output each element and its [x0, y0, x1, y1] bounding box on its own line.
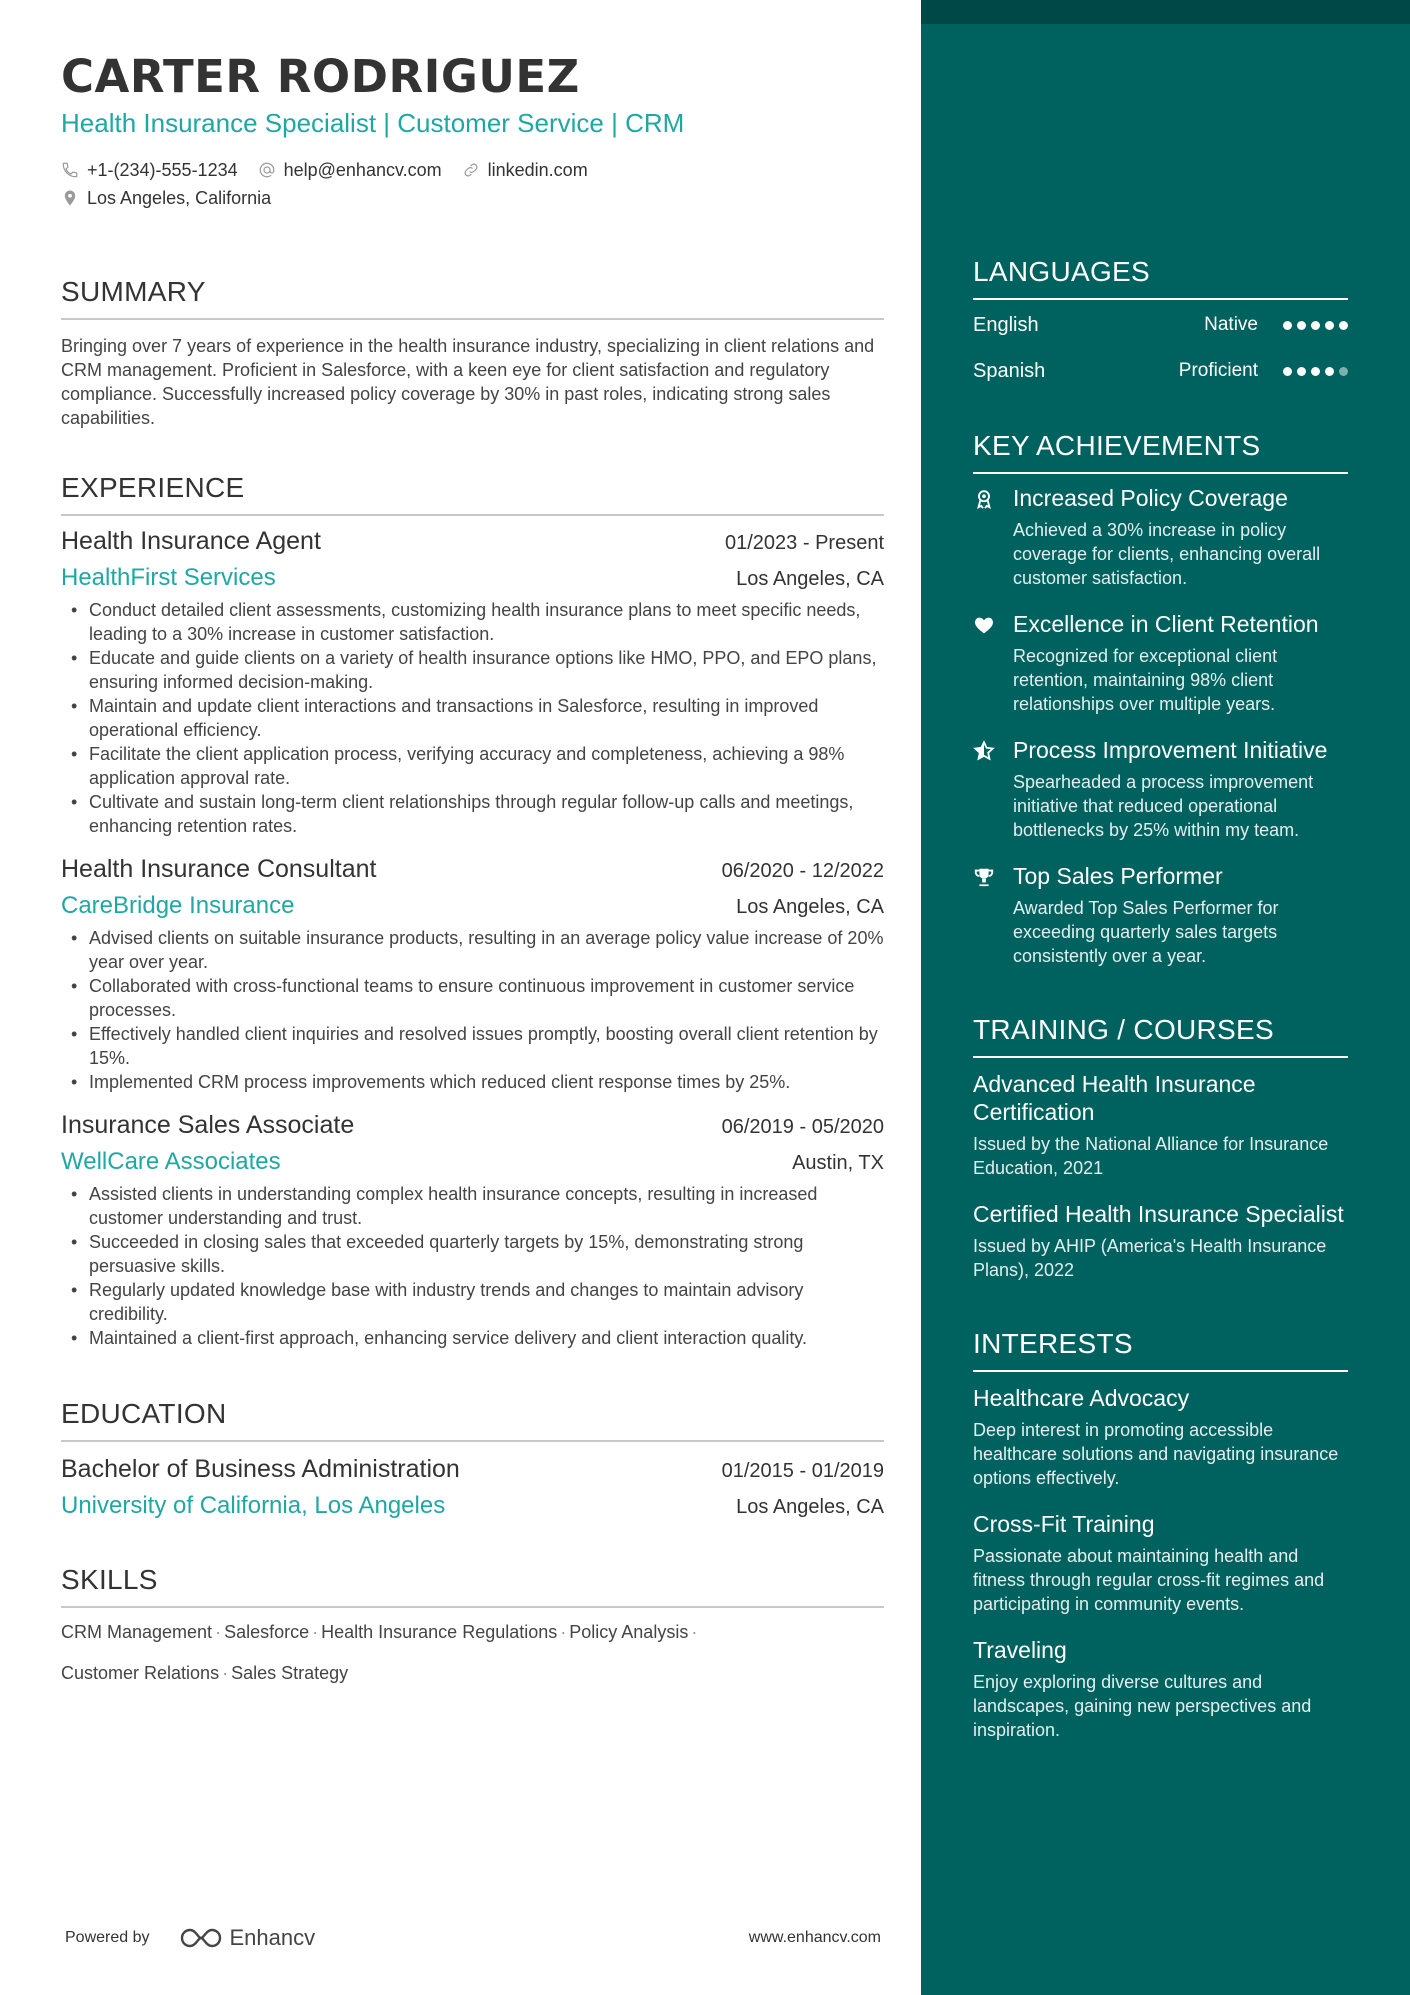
achievement-desc: Recognized for exceptional client retention, maintaining 98% client relationships over multiple years.: [1013, 646, 1278, 714]
degree-title: Bachelor of Business Administration: [61, 1455, 460, 1483]
interest-title: Traveling: [973, 1637, 1067, 1663]
rating-dot: [1283, 321, 1292, 330]
job-title: Health Insurance Consultant: [61, 855, 377, 883]
link-icon: [462, 161, 480, 179]
skill-separator: ·: [691, 1622, 698, 1642]
section-divider: [61, 514, 884, 516]
education-section: [61, 1396, 884, 1522]
language-rating: [1278, 367, 1348, 376]
interest-desc: Enjoy exploring diverse cultures and landscapes, gaining new perspectives and inspiration.: [973, 1672, 1312, 1740]
skill-tag: Sales Strategy: [231, 1663, 349, 1683]
interest-item: [973, 1510, 1348, 1616]
phone-text: +1-(234)-555-1234: [87, 159, 238, 180]
list-item: • Collaborated with cross-functional teams to ensure continuous improvement in customer service processes.: [61, 974, 884, 1022]
candidate-name: CARTER RODRIGUEZ: [61, 50, 580, 103]
brand-logo[interactable]: [178, 1925, 316, 1951]
job-dates: 06/2020 - 12/2022: [721, 860, 884, 882]
contact-location: [61, 188, 271, 209]
powered-by: [65, 1925, 315, 1951]
ribbon-award-icon: [973, 488, 995, 510]
school-name: University of California, Los Angeles: [61, 1492, 446, 1519]
section-divider: [973, 298, 1348, 300]
education-entry: [61, 1452, 884, 1522]
list-item: • Educate and guide clients on a variety of health insurance options like HMO, PPO, and EPO plans, ensuring informed decision-making.: [61, 646, 884, 694]
languages-section: [973, 254, 1348, 394]
interests-section: [973, 1326, 1348, 1742]
brand-name: Enhancv: [229, 1925, 316, 1950]
section-divider: [973, 1056, 1348, 1058]
achievement-title: Top Sales Performer: [1013, 863, 1223, 889]
skill-tag: Policy Analysis: [569, 1622, 689, 1642]
location-pin-icon: [61, 189, 79, 207]
skills-title: SKILLS: [61, 1564, 158, 1595]
language-level: Native: [1204, 314, 1258, 335]
summary-section: [61, 274, 884, 430]
footer-url[interactable]: www.enhancv.com: [748, 1929, 881, 1946]
skill-tag: Salesforce: [224, 1622, 310, 1642]
achievement-item: [973, 862, 1348, 968]
phone-icon: [61, 161, 79, 179]
rating-dot: [1311, 321, 1320, 330]
job-title: Insurance Sales Associate: [61, 1111, 355, 1139]
company-name: HealthFirst Services: [61, 564, 276, 591]
language-name: Spanish: [973, 359, 1046, 382]
star-icon: [973, 740, 995, 762]
list-item: • Assisted clients in understanding complex health insurance concepts, resulting in increased customer understanding and trust.: [61, 1182, 884, 1230]
course-desc: Issued by AHIP (America's Health Insurance Plans), 2022: [973, 1236, 1327, 1280]
footer: [65, 1925, 881, 1951]
achievement-item: [973, 484, 1348, 590]
skills-line-2: [61, 1653, 884, 1694]
sidebar-top-bar: [921, 0, 1410, 24]
training-title: TRAINING / COURSES: [973, 1014, 1274, 1045]
list-item: • Maintain and update client interactions and transactions in Salesforce, resulting in improved operational efficiency.: [61, 694, 884, 742]
job-entry: [61, 1108, 884, 1350]
skill-separator: ·: [222, 1663, 229, 1683]
skill-tag: Customer Relations: [61, 1663, 220, 1683]
linkedin-text: linkedin.com: [487, 159, 588, 180]
list-item: • Cultivate and sustain long-term client relationships through regular follow-up calls and meetings, enhancing retention rates.: [61, 790, 884, 838]
achievement-desc: Awarded Top Sales Performer for exceeding quarterly sales targets consistently over a year.: [1013, 898, 1279, 966]
achievement-title: Process Improvement Initiative: [1013, 737, 1328, 763]
section-divider: [973, 1370, 1348, 1372]
interest-title: Cross-Fit Training: [973, 1511, 1155, 1537]
rating-dot: [1297, 321, 1306, 330]
main-column: [61, 48, 884, 1694]
interest-desc: Passionate about maintaining health and fitness through regular cross-fit regimes and participating in community events.: [973, 1546, 1325, 1614]
language-row: [973, 348, 1348, 394]
achievements-title: KEY ACHIEVEMENTS: [973, 430, 1261, 461]
job-bullets: [61, 926, 884, 1094]
section-divider: [61, 318, 884, 320]
interest-item: [973, 1636, 1348, 1742]
contact-row-1: [61, 156, 884, 184]
at-icon: [258, 161, 276, 179]
experience-section: [61, 470, 884, 1350]
candidate-headline: Health Insurance Specialist | Customer Service | CRM: [61, 108, 685, 138]
job-bullets: [61, 598, 884, 838]
section-divider: [61, 1440, 884, 1442]
job-location: Austin, TX: [792, 1152, 884, 1174]
achievement-title: Increased Policy Coverage: [1013, 485, 1288, 511]
skill-tag: Health Insurance Regulations: [321, 1622, 558, 1642]
rating-dot: [1325, 367, 1334, 376]
list-item: • Succeeded in closing sales that exceeded quarterly targets by 15%, demonstrating strong persuasive skills.: [61, 1230, 884, 1278]
summary-text: Bringing over 7 years of experience in the health insurance industry, specializing in client relations and CRM management. Proficient in Salesforce, with a keen eye for client satisfaction and regulatory compliance. Successfully increased policy coverage by 30% in past roles, indicating strong sales capabilities.: [61, 336, 875, 428]
interest-title: Healthcare Advocacy: [973, 1385, 1190, 1411]
skill-separator: ·: [215, 1622, 222, 1642]
list-item: • Maintained a client-first approach, enhancing service delivery and client interaction quality.: [61, 1326, 884, 1350]
rating-dot: [1325, 321, 1334, 330]
powered-by-label: Powered by: [65, 1929, 150, 1946]
interest-desc: Deep interest in promoting accessible healthcare solutions and navigating insurance options effectively.: [973, 1420, 1339, 1488]
list-item: • Effectively handled client inquiries and resolved issues promptly, boosting overall client retention by 15%.: [61, 1022, 884, 1070]
list-item: • Regularly updated knowledge base with industry trends and changes to maintain advisory credibility.: [61, 1278, 884, 1326]
achievement-title: Excellence in Client Retention: [1013, 611, 1319, 637]
language-row: [973, 302, 1348, 348]
language-rating: [1278, 321, 1348, 330]
job-location: Los Angeles, CA: [736, 568, 884, 590]
rating-dot: [1311, 367, 1320, 376]
job-entry: [61, 524, 884, 838]
summary-title: SUMMARY: [61, 276, 206, 307]
company-name: CareBridge Insurance: [61, 892, 295, 919]
section-divider: [973, 472, 1348, 474]
sidebar: [973, 254, 1348, 1776]
languages-title: LANGUAGES: [973, 256, 1150, 287]
enhancv-logo-icon: [178, 1925, 224, 1951]
skill-separator: ·: [312, 1622, 319, 1642]
list-item: • Facilitate the client application process, verifying accuracy and completeness, achieving a 98% application approval rate.: [61, 742, 884, 790]
achievement-desc: Achieved a 30% increase in policy coverage for clients, enhancing overall customer satisfaction.: [1013, 520, 1321, 588]
achievement-item: [973, 610, 1348, 716]
course-item: [973, 1070, 1348, 1180]
contact-linkedin[interactable]: [462, 160, 588, 181]
company-name: WellCare Associates: [61, 1148, 281, 1175]
section-divider: [61, 1606, 884, 1608]
list-item: • Advised clients on suitable insurance products, resulting in an average policy value increase of 20% year over year.: [61, 926, 884, 974]
job-location: Los Angeles, CA: [736, 896, 884, 918]
experience-title: EXPERIENCE: [61, 472, 245, 503]
contact-row-2: [61, 184, 884, 212]
course-desc: Issued by the National Alliance for Insurance Education, 2021: [973, 1134, 1329, 1178]
trophy-icon: [973, 866, 995, 888]
location-text: Los Angeles, California: [87, 187, 272, 208]
rating-dot-empty: [1339, 367, 1348, 376]
training-section: [973, 1012, 1348, 1282]
course-title: Certified Health Insurance Specialist: [973, 1201, 1344, 1227]
job-title: Health Insurance Agent: [61, 527, 321, 555]
achievements-section: [973, 428, 1348, 968]
skill-tag: CRM Management: [61, 1622, 213, 1642]
job-dates: 01/2023 - Present: [725, 532, 884, 554]
language-level: Proficient: [1178, 360, 1258, 381]
email-text: help@enhancv.com: [283, 159, 442, 180]
skills-line-1: [61, 1612, 884, 1653]
achievement-item: [973, 736, 1348, 842]
skills-section: [61, 1562, 884, 1694]
interest-item: [973, 1384, 1348, 1490]
job-entry: [61, 852, 884, 1094]
rating-dot: [1339, 321, 1348, 330]
education-title: EDUCATION: [61, 1398, 227, 1429]
list-item: • Conduct detailed client assessments, customizing health insurance plans to meet specific needs, leading to a 30% increase in customer satisfaction.: [61, 598, 884, 646]
skill-separator: ·: [560, 1622, 567, 1642]
course-item: [973, 1200, 1348, 1282]
course-title: Advanced Health Insurance Certification: [973, 1071, 1256, 1125]
education-dates: 01/2015 - 01/2019: [721, 1460, 884, 1482]
achievement-desc: Spearheaded a process improvement initiative that reduced operational bottlenecks by 25% within my team.: [1013, 772, 1314, 840]
job-bullets: [61, 1182, 884, 1350]
contact-phone[interactable]: [61, 160, 238, 181]
list-item: • Implemented CRM process improvements which reduced client response times by 25%.: [61, 1070, 884, 1094]
heart-icon: [973, 614, 995, 636]
language-name: English: [973, 313, 1039, 336]
contact-info: [61, 156, 884, 212]
job-dates: 06/2019 - 05/2020: [721, 1116, 884, 1138]
education-location: Los Angeles, CA: [736, 1496, 884, 1518]
rating-dot: [1297, 367, 1306, 376]
interests-title: INTERESTS: [973, 1328, 1133, 1359]
rating-dot: [1283, 367, 1292, 376]
contact-email[interactable]: [258, 160, 442, 181]
